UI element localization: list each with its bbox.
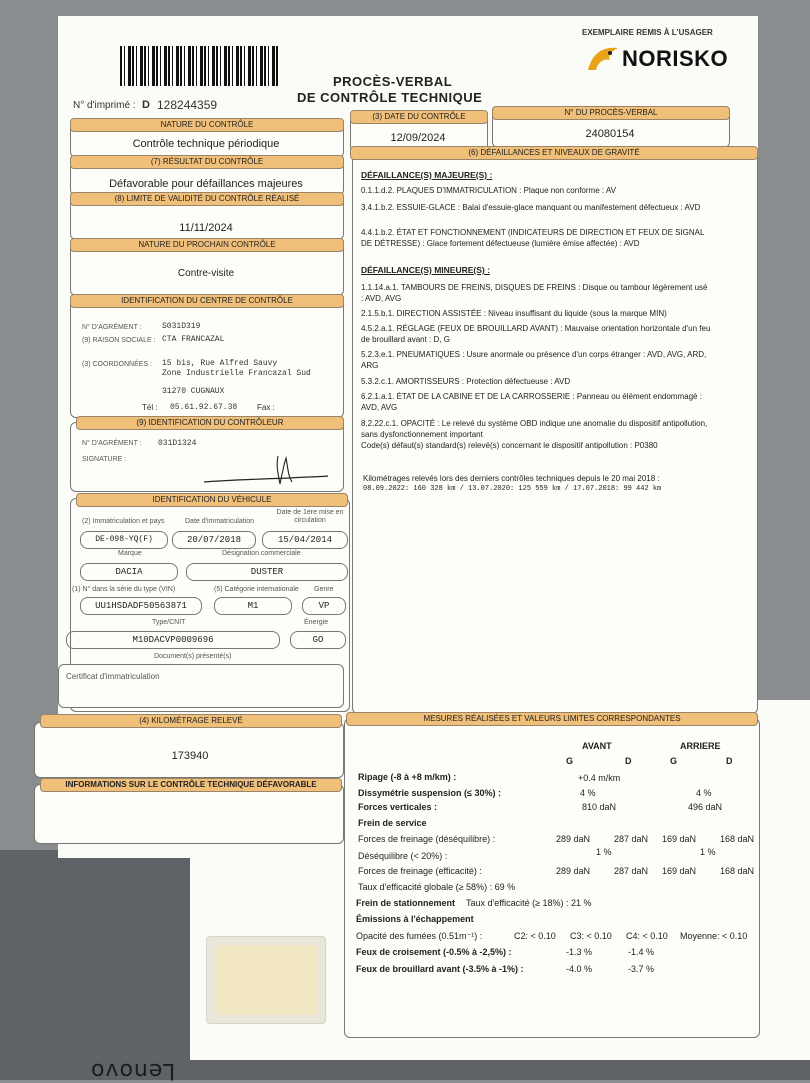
dissym-ar: 4 %: [696, 788, 712, 798]
forces-v-av: 810 daN: [582, 802, 617, 812]
mineure-item: Code(s) défaut(s) standard(s) relevé(s) concernant le dispositif antipollution : P0380: [361, 441, 658, 450]
centre-fax-label: Fax :: [257, 403, 275, 412]
vehicule-date-immat: 20/07/2018: [172, 531, 256, 549]
mineure-item: 6.2.1.a.1. ÉTAT DE LA CABINE ET DE LA CARROSSERIE : Panneau ou élément endommagé : AVD, AVG: [361, 392, 702, 412]
mineures-title: DÉFAILLANCE(S) MINEURE(S) :: [361, 265, 490, 275]
resultat-header: (7) RÉSULTAT DU CONTRÔLE: [70, 155, 344, 169]
ff-deseq-value: 168 daN: [720, 834, 755, 844]
date-value: 12/09/2024: [390, 132, 446, 144]
ff-deseq-value: 289 daN: [556, 834, 591, 844]
ff-eff-label: Forces de freinage (efficacité) :: [358, 866, 482, 876]
centre-tel: 05.61.92.67.38: [170, 403, 238, 412]
centre-addr1: 15 bis, Rue Alfred Sauvy: [162, 359, 278, 368]
controleur-agrement-label: N° D'AGRÉMENT :: [82, 440, 142, 447]
centre-raison: CTA FRANCAZAL: [162, 335, 225, 344]
arriere-d: D: [726, 756, 733, 766]
controleur-signature-label: SIGNATURE :: [82, 456, 127, 463]
limite-value: 11/11/2024: [179, 222, 233, 234]
title-line-2: DE CONTRÔLE TECHNIQUE: [297, 90, 483, 105]
brand-logo-mark: [586, 44, 620, 72]
avant-d: D: [625, 756, 632, 766]
dissym-av: 4 %: [580, 788, 596, 798]
ff-eff-value: 168 daN: [720, 866, 755, 876]
vehicule-categorie: M1: [214, 597, 292, 615]
controleur-agrement: 031D1324: [158, 439, 197, 448]
vehicule-energie: GO: [290, 631, 346, 649]
mineure-item: 1.1.14.a.1. TAMBOURS DE FREINS, DISQUES DE FREINS : Disque ou tambour légèrement usé : AVD, AVG: [361, 283, 708, 303]
vehicule-documents-label: Document(s) présenté(s): [154, 653, 232, 660]
ff-eff-value: 289 daN: [556, 866, 591, 876]
ff-deseq-value: 287 daN: [614, 834, 649, 844]
frein-service-label: Frein de service: [358, 818, 427, 828]
vehicule-marque-label: Marque: [118, 550, 142, 557]
mesures-header: MESURES RÉALISÉES ET VALEURS LIMITES CORRESPONDANTES: [346, 712, 758, 726]
vehicule-designation-label: Désignation commerciale: [222, 550, 301, 557]
ripage-label: Ripage (-8 à +8 m/km) :: [358, 772, 457, 782]
exemplaire-label: EXEMPLAIRE REMIS À L'USAGER: [582, 28, 713, 37]
vehicule-genre-label: Genre: [314, 586, 334, 593]
centre-addr3: 31270 CUGNAUX: [162, 387, 225, 396]
nature-value: Contrôle technique périodique: [132, 138, 280, 150]
ff-eff-value: 287 daN: [614, 866, 649, 876]
date-header: (3) DATE DU CONTRÔLE: [350, 110, 488, 124]
mineure-item: 2.1.5.b.1. DIRECTION ASSISTÉE : Niveau insuffisant du liquide (sous la marque MIN): [361, 309, 667, 318]
centre-raison-label: (9) RAISON SOCIALE :: [82, 337, 156, 344]
vehicule-energie-label: Énergie: [304, 619, 329, 626]
nature-header: NATURE DU CONTRÔLE: [70, 118, 344, 132]
majeure-item: 3.4.1.b.2. ESSUIE-GLACE : Balai d'essuie-glace manquant ou manifestement défectueux : AVD: [361, 203, 701, 212]
vehicule-vin-label: (1) N° dans la série du type (VIN): [72, 586, 176, 593]
opacite-value: C2: < 0.10: [514, 931, 556, 941]
vehicule-date-immat-label: Date d'immatriculation: [185, 518, 255, 525]
croisement-label: Feux de croisement (-0.5% à -2,5%) :: [356, 947, 512, 957]
vehicule-document: Certificat d'immatriculation: [66, 672, 160, 681]
vehicule-header: IDENTIFICATION DU VÉHICULE: [76, 493, 348, 507]
ff-deseq-value: 169 daN: [662, 834, 697, 844]
vehicule-mise-circ-label: Date de 1ere mise en circulation: [276, 509, 344, 524]
taux-global: Taux d'efficacité globale (≥ 58%) : 69 %: [358, 882, 516, 892]
resultat-value: Défavorable pour défaillances majeures: [109, 178, 303, 190]
km-header: (4) KILOMÉTRAGE RELEVÉ: [40, 714, 342, 728]
brand-name: NORISKO: [622, 46, 729, 71]
majeures-title: DÉFAILLANCE(S) MAJEURE(S) :: [361, 170, 493, 180]
arriere-label: ARRIERE: [680, 741, 721, 751]
barcode: [120, 46, 278, 86]
majeure-item: 0.1.1.d.2. PLAQUES D'IMMATRICULATION : Plaque non conforme : AV: [361, 186, 616, 195]
majeure-item: 4.4.1.b.2. ÉTAT ET FONCTIONNEMENT (INDICATEURS DE DIRECTION ET FEUX DE SIGNAL DE DÉTRESSE) : Glace fortement défectueuse (lumière émise affectée) : AVD: [361, 228, 705, 248]
ff-deseq-label: Forces de freinage (déséquilibre) :: [358, 834, 496, 844]
arriere-g: G: [670, 756, 678, 766]
centre-agrement-label: N° D'AGRÉMENT :: [82, 324, 142, 331]
imprime-prefix: D: [142, 99, 150, 111]
brouillard-value: -4.0 %: [566, 964, 593, 974]
infos-box: [34, 784, 344, 844]
vehicule-genre: VP: [302, 597, 346, 615]
vehicule-mise-circ: 15/04/2014: [262, 531, 348, 549]
croisement-value: -1.4 %: [628, 947, 655, 957]
limite-header: (8) LIMITE DE VALIDITÉ DU CONTRÔLE RÉALISÉ: [70, 192, 344, 206]
opacite-value: Moyenne: < 0.10: [680, 931, 748, 941]
centre-coord-label: (3) COORDONNÉES :: [82, 361, 153, 368]
defaillances-header: (6) DÉFAILLANCES ET NIVEAUX DE GRAVITÉ: [350, 146, 758, 160]
opacite-value: C4: < 0.10: [626, 931, 668, 941]
vehicule-designation: DUSTER: [186, 563, 348, 581]
controleur-header: (9) IDENTIFICATION DU CONTRÔLEUR: [76, 416, 344, 430]
vehicule-categorie-label: (5) Catégorie internationale: [214, 586, 299, 593]
prochain-value: Contre-visite: [177, 268, 235, 279]
centre-header: IDENTIFICATION DU CENTRE DE CONTRÔLE: [70, 294, 344, 308]
prochain-header: NATURE DU PROCHAIN CONTRÔLE: [70, 238, 344, 252]
brouillard-label: Feux de brouillard avant (-3.5% à -1%) :: [356, 964, 524, 974]
forces-v-ar: 496 daN: [688, 802, 723, 812]
deseq-label: Déséquilibre (< 20%) :: [358, 851, 448, 861]
deseq-ar: 1 %: [700, 847, 716, 857]
mineure-item: 8.2.22.c.1. OPACITÉ : Le relevé du système OBD indique une anomalie du dispositif antipollution, sans dysfonctionnement important: [361, 419, 708, 439]
croisement-value: -1.3 %: [566, 947, 593, 957]
pv-value: 24080154: [585, 128, 635, 140]
mineure-item: 5.2.3.e.1. PNEUMATIQUES : Usure anormale ou présence d'un corps étranger : AVD, AVG, ARD, ARG: [361, 350, 707, 370]
pv-header: N° DU PROCÈS-VERBAL: [492, 106, 730, 120]
avant-label: AVANT: [582, 741, 612, 751]
ripage-value: +0.4 m/km: [578, 773, 621, 783]
signature-image: [200, 452, 330, 488]
vehicule-immat: DE-098-YQ(F): [80, 531, 168, 549]
centre-addr2: Zone Industrielle Francazal Sud: [162, 369, 311, 378]
emissions-title: Émissions à l'échappement: [356, 914, 474, 924]
mesures-box: [344, 718, 760, 1038]
ff-eff-value: 169 daN: [662, 866, 697, 876]
title-line-1: PROCÈS-VERBAL: [333, 74, 453, 89]
dissym-label: Dissymétrie suspension (≤ 30%) :: [358, 788, 501, 798]
avant-g: G: [566, 756, 574, 766]
infos-header: INFORMATIONS SUR LE CONTRÔLE TECHNIQUE DÉFAVORABLE: [40, 778, 342, 792]
vehicule-vin: UU1HSDADF50563871: [80, 597, 202, 615]
documents-box: [58, 664, 344, 708]
km-history: 08.09.2022: 160 328 km / 13.07.2020: 125 559 km / 17.07.2018: 99 442 km: [363, 485, 662, 493]
km-note: Kilométrages relevés lors des derniers contrôles techniques depuis le 20 mai 2018 :: [363, 474, 660, 483]
mineure-item: 4.5.2.a.1. RÉGLAGE (FEUX DE BROUILLARD AVANT) : Mauvaise orientation horizontale d'un feu de brouillard avant : D, G: [361, 324, 711, 344]
security-sticker: [206, 936, 326, 1024]
frein-stat-value: Taux d'efficacité (≥ 18%) : 21 %: [466, 898, 592, 908]
centre-tel-label: Tél :: [142, 403, 158, 412]
frein-stat-label: Frein de stationnement: [356, 898, 456, 908]
opacite-label: Opacité des fumées (0.51m⁻¹) :: [356, 931, 483, 941]
vehicule-marque: DACIA: [80, 563, 178, 581]
opacite-value: C3: < 0.10: [570, 931, 612, 941]
imprime-label: N° d'imprimé :: [73, 100, 136, 111]
forces-v-label: Forces verticales :: [358, 802, 438, 812]
centre-agrement: S031D319: [162, 322, 201, 331]
brouillard-value: -3.7 %: [628, 964, 655, 974]
vehicule-type: M10DACVP0009696: [66, 631, 280, 649]
vehicule-immat-label: (2) Immatriculation et pays: [82, 518, 165, 525]
mineure-item: 5.3.2.c.1. AMORTISSEURS : Protection défectueuse : AVD: [361, 377, 571, 386]
deseq-av: 1 %: [596, 847, 612, 857]
km-value: 173940: [171, 750, 209, 762]
laptop-brand-logo: Lenovo: [90, 1058, 176, 1083]
vehicule-type-label: Type/CNIT: [152, 619, 186, 626]
imprime-number: 128244359: [157, 98, 218, 112]
